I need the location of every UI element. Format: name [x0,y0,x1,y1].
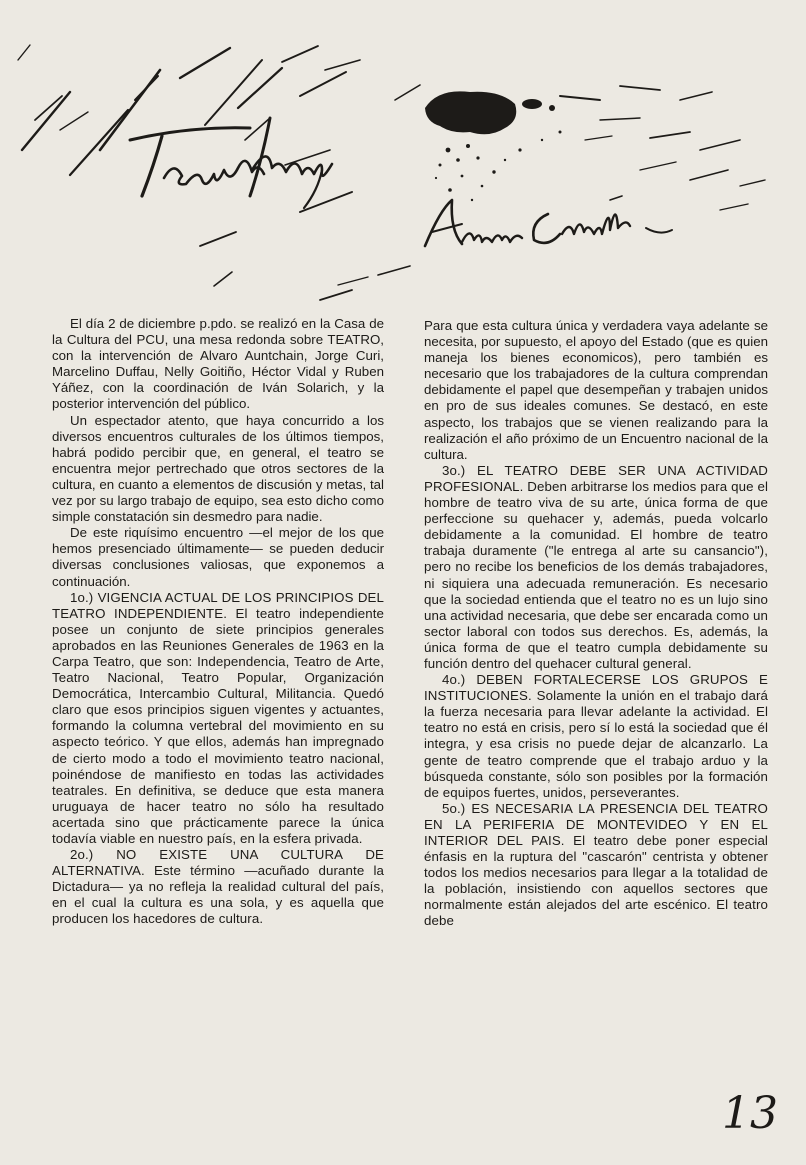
paragraph-point-1: 1o.) VIGENCIA ACTUAL DE LOS PRINCIPIOS DEL TEATRO INDEPENDIENTE. El teatro independiente posee un conjunto de siete principios generales aprobados en las Reuniones Generales de 1963 en la Carpa Teatro, que son: Independencia, Teatro de Arte, Teatro Nacional, Teatro Popular, Organización Democrática, Intercambio Cultural, Militancia. Quedó claro que esos principios siguen vigentes y actuantes, formando la columna vertebral del movimiento en su aspecto teórico. Y que ellos, además han impregnado de cierto modo a todo el movimiento teatro nacional, poinéndose de manifiesto en todas las actividades teatrales. En definitiva, se deduce que esta manera uruguaya de hacer teatro no sólo ha resultado acertada sino que prácticamente parece la única todavía viable en nuestro país, en la esfera privada. [52,589,384,846]
ink-splash [425,91,562,201]
paragraph-point-2: 2o.) NO EXISTE UNA CULTURA DE ALTERNATIVA. Este término —acuñado durante la Dictadura— ya no refleja la realidad cultural del país, en el cual la cultura es una sola, y es aquella que producen los hacedores de cultura. [52,847,384,927]
signature-strokes [425,196,672,246]
header-brush-artwork [0,0,806,310]
paragraph-point-3: 3o.) EL TEATRO DEBE SER UNA ACTIVIDAD PROFESIONAL. Deben arbitrarse los medios para que el hombre de teatro viva de su arte, única forma de que perfeccione su quehacer y, además, pueda volcarlo debidamente a la comunidad. El hombre de teatro trabaja duramente ("le entrega al arte su cansancio"), pero no recibe los beneficios de los demás trabajadores, ni siquiera una adecuada remuneración. Es necesario que la sociedad entienda que el teatro no es un lujo sino una actividad necesaria, que debe ser encarada como un sector laboral con todos sus derechos. Es, además, la única forma de que el teatro cumpla debidamente su función dentro del quehacer cultural general. [424,462,768,671]
article-column-right [424,318,768,930]
paragraph-point-5: 5o.) ES NECESARIA LA PRESENCIA DEL TEATRO EN LA PERIFERIA DE MONTEVIDEO Y EN EL INTERIOR DEL PAIS. El teatro debe poner especial énfasis en la ruptura del "cascarón" centrista y obtener todos los medios necesarios para llegar a la totalidad de la población, insistiendo con aquellos sectores que normalmente están alejados del arte escénico. El teatro debe [424,800,768,929]
paragraph-conclusions: De este riquísimo encuentro —el mejor de los que hemos presenciado últimamente— se pueden deducir diversas conclusiones valiosas, que exponemos a continuación. [52,525,384,589]
paragraph-culture: Para que esta cultura única y verdadera vaya adelante se necesita, por supuesto, el apoyo del Estado (que es quien maneja los bienes economicos), pero también es necesario que los trabajadores de la cultura comprendan debidamente el papel que desempeñan y trabajen unidos en pro de sus ideales comunes. Se destacó, en este aspecto, los trabajos que se vienen realizando para la realización el año próximo de un Encuentro nacional de la cultura. [424,318,768,462]
title-handwriting-strokes [130,118,332,208]
article-column-left [52,316,384,928]
page-number: 13 [722,1088,778,1139]
paragraph-observation: Un espectador atento, que haya concurrido a los diversos encuentros culturales de los últimos tiempos, habrá podido percibir que, en general, el teatro se encuentra mejor pertrechado que otros sectores de la cultura, en cuanto a elementos de discusión y metas, tal vez por su largo trabajo de equipo, sea esto dicho como simple constatación sin desmedro para nadie. [52,412,384,525]
paragraph-point-4: 4o.) DEBEN FORTALECERSE LOS GRUPOS E INSTITUCIONES. Solamente la unión en el trabajo dará la fuerza necesaria para llevar adelante la actividad. El teatro no está en crisis, pero sí lo está la sociedad que él integra, y esa crisis no puede dejar de alcanzarlo. La gente de teatro comprende que el trabajo arduo y la búsqueda constante, sólo son posibles por la formación de equipos fuertes, unidos, perseverantes. [424,672,768,800]
paragraph-intro: El día 2 de diciembre p.pdo. se realizó en la Casa de la Cultura del PCU, una mesa redonda sobre TEATRO, con la intervención de Alvaro Auntchain, Jorge Curi, Marcelino Duffau, Nelly Goitiño, Héctor Vidal y Ruben Yáñez, con la coordinación de Iván Solarich, y la posterior intervención del público. [52,316,384,412]
